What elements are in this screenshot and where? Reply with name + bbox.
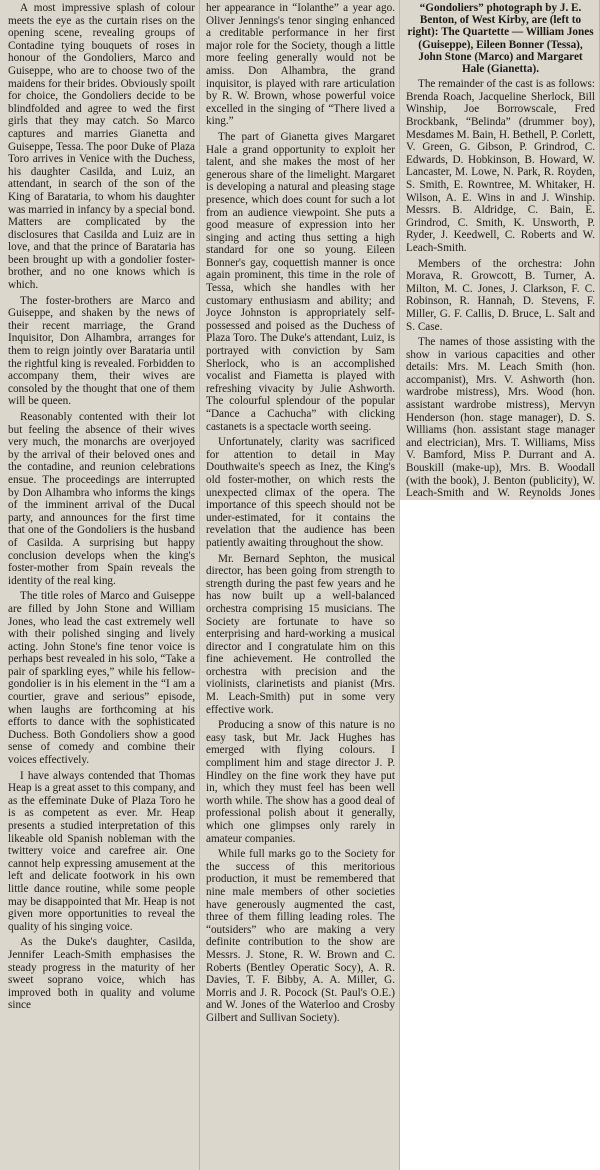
paragraph: Members of the orchestra: John Morava, R. Growcott, B. Turner, A. Milton, M. C. Jones, J. Clarkson, F. C. Robinson, R. Hannah, D. Stevens, F. Miller, G. F. Callis, D. Bruce, L. Salt and S. Case.	[406, 257, 595, 333]
paragraph: The names of those assisting with the show in various capacities and other details: Mrs. M. Leach Smith (hon. accompanist), Mrs. V. Ashworth (hon. wardrobe mistress), Mrs. Wood (hon. assistant wardrobe mistress), Mervyn Henderson (hon. stage manager), D. S. Williams (hon. assistant stage manager and electrician), Mrs. T. Williams, Miss V. Bamford, Miss P. Durrant and A. Bouskill (make-up), Mrs. B. Woodall (with the book), J. Benton (publicity), W. Leach-Smith and W. Reynolds Jones	[406, 336, 595, 500]
column-3	[400, 0, 600, 500]
paragraph: her appearance in “Iolanthe” a year ago. Oliver Jennings's tenor singing enhanced a creditable performance in her first major role for the Society, though a little more feeling generally would not be amiss. Don Alhambra, the grand inquisitor, is played with rare articulation by R. W. Brown, whose powerful voice excelled in the singing of “There lived a king.”	[206, 2, 395, 128]
paragraph: The remainder of the cast is as follows: Brenda Roach, Jacqueline Sherlock, Bill Winship, Joe Borrowscale, Fred Brockbank, “Belinda” (drummer boy), Mesdames M. Bain, H. Bethell, P. Corlett, V. Green, G. Gibson, P. Grindrod, C. Edwards, D. Hobkinson, B. Howard, W. Lancaster, M. Lowe, N. Park, R. Royden, S. Smith, E. Rowntree, M. Whitaker, H. Wilson, A. E. Wins in and J. Winship. Messrs. B. Aldridge, C. Bain, E. Grindrod, C. Smith, K. Unsworth, P. Ryder, J. Keedwell, C. Roberts and W. Leach-Smith.	[406, 78, 595, 254]
column-1	[0, 0, 200, 1170]
paragraph: As the Duke's daughter, Casilda, Jennifer Leach-Smith emphasises the steady progress in the maturity of her sweet soprano voice, which has improved both in quality and volume since	[8, 936, 195, 1012]
column-2	[200, 0, 400, 1170]
paragraph: The title roles of Marco and Guiseppe are filled by John Stone and William Jones, who lead the cast extremely well with their polished singing and lively acting. John Stone's fine tenor voice is perhaps best revealed in his solo, “Take a pair of sparkling eyes,” while his fellow-gondolier is in his element in the “I am a courtier, grave and serious” episode, when laughs are forthcoming at his efforts to dance with the sophisticated Duchess. Both Gondoliers show a good sense of comedy and combine their voices effectively.	[8, 590, 195, 767]
blank-area	[400, 500, 600, 1170]
paragraph: While full marks go to the Society for the success of this meritorious production, it must be remembered that nine male members of other societies have generously augmented the cast, three of them filling leading roles. The “outsiders” who are making a very definite contribution to the show are Messrs. J. Stone, R. W. Brown and C. Roberts (Bentley Operatic Socy), A. R. Davies, T. F. Bibby, A. A. Miller, G. Morris and J. R. Pocock (St. Paul's O.E.) and W. Jones of the Waterloo and Crosby Gilbert and Sullivan Society).	[206, 848, 395, 1024]
paragraph: The foster-brothers are Marco and Guiseppe, and shaken by the news of their recent marriage, the Grand Inquisitor, Don Alhambra, arranges for them to reign jointly over Barataria until the rightful king is revealed. Forbidden to accompany them, their wives are consoled by the thought that one of them will be queen.	[8, 294, 195, 408]
paragraph: The part of Gianetta gives Margaret Hale a grand opportunity to exploit her talent, and she makes the most of her generous share of the limelight. Margaret is developing a natural and pleasing stage presence, which does count for such a lot from an audience viewpoint. She puts a good measure of expression into her singing and acting thus setting a high standard for one so young. Eileen Bonner's gay, coquettish manner is once again prominent, this time in the role of Tessa, which she handles with her customary enthusiasm and ability; and Joyce Johnston is appropriately self-possessed and poised as the Duchess of Plaza Toro. The Duke's attendant, Luiz, is portrayed with conviction by Sam Sherlock, who is an accomplished vocalist and Fiametta is played with refreshing vivacity by Julie Ashworth. The colourful splendour of the popular “Dance a Cachucha” with clicking castanets is a spectacle worth seeing.	[206, 130, 395, 433]
photo-caption: “Gondoliers” photograph by J. E. Benton, of West Kirby, are (left to right): The Quartette — William Jones (Guiseppe), Eileen Bonner (Tessa), John Stone (Marco) and Margaret Hale (Gianetta).	[407, 2, 594, 76]
paragraph: Reasonably contented with their lot but feeling the absence of their wives very much, the monarchs are overjoyed by the arrival of their beloved ones and the contadine, and reunion celebrations ensue. The proceedings are interrupted by Don Alhambra who informs the kings of the imminent arrival of the Ducal party, and announces for the first time that one of the Gondoliers is the husband of Casilda. A surprising but happy conclusion develops when the king's foster-mother from Spain reveals the identity of the real king.	[8, 411, 195, 587]
paragraph: I have always contended that Thomas Heap is a great asset to this company, and as the effeminate Duke of Plaza Toro he is as competent as ever. Mr. Heap presents a studied interpretation of this likeable old Spanish nobleman with the twittery voice and carefree air. One cannot help expressing amusement at the left and delicate footwork in his own little dance routine, while some people may be disappointed that Mr. Heap is not given more opportunities to reveal the quality of his singing voice.	[8, 769, 195, 933]
paragraph: Unfortunately, clarity was sacrificed for attention to detail in May Douthwaite's speech as Inez, the King's old foster-mother, on which rests the unexpected climax of the opera. The importance of this speech should not be under-estimated, for it contains the revelation that the audience has been patiently awaiting throughout the show.	[206, 436, 395, 549]
paragraph: Producing a snow of this nature is no easy task, but Mr. Jack Hughes has emerged with flying colours. I compliment him and stage director J. P. Hindley on the fine work they have put in, which they must feel has been well worth while. The show has a good deal of professional polish about it generally, which one glimpses only rarely in amateur companies.	[206, 719, 395, 845]
paragraph: A most impressive splash of colour meets the eye as the curtain rises on the opening scene, revealing groups of Contadine tying bouquets of roses in honour of the Gondoliers, Marco and Guiseppe, who are to choose two of the maidens for their brides. Obviously spoilt for choice, the Gondoliers decide to be blindfolded and agree to wed the first girls that they may catch. So Marco captures and marries Gianetta and Guiseppe, Tessa. The poor Duke of Plaza Toro arrives in Venice with the Duchess, his daughter Casilda, and Luiz, an attendant, in search of the son of the King of Barataria, to whom his daughter was married in infancy by a special bond. Matters are complicated by the disclosures that Casilda and Luiz are in love, and that the prince of Barataria has been brought up with a gondolier foster-brother, and no one knows which is which.	[8, 2, 195, 292]
paragraph: Mr. Bernard Sephton, the musical director, has been going from strength to strength during the past few years and he has now built up a well-balanced orchestra comprising 15 musicians. The Society are fortunate to have so enterprising and hard-working a musical director and I congratulate him on this fine achievement. He controlled the orchestra with precision and the violinists, clarinetists and pianist (Mrs. M. Leach-Smith) put in some very effective work.	[206, 552, 395, 716]
